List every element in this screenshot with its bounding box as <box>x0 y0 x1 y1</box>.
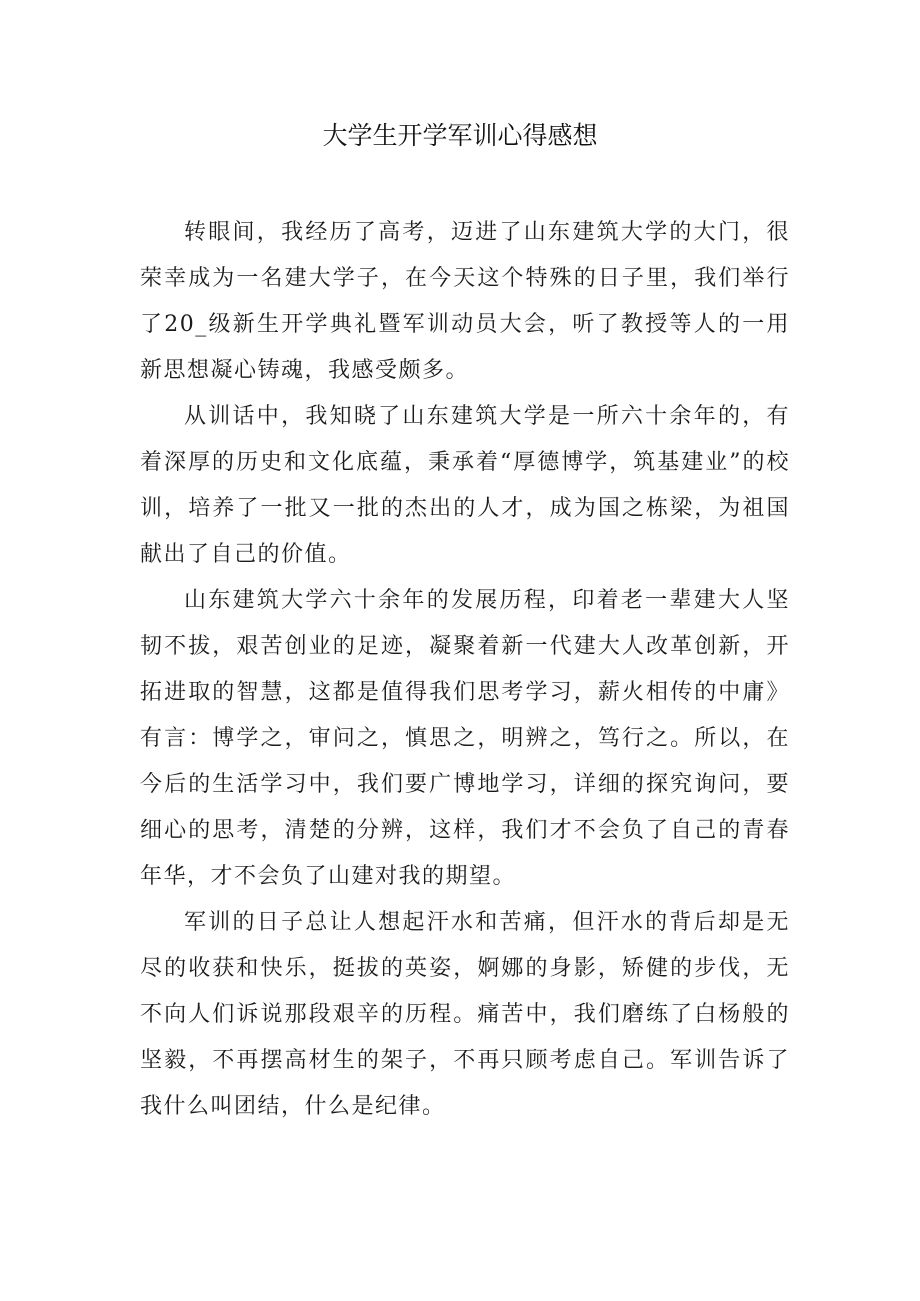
document-title: 大学生开学军训心得感想 <box>322 121 598 150</box>
document-body <box>140 210 790 1130</box>
paragraph-3: 山东建筑大学六十余年的发展历程，印着老一辈建大人坚韧不拔，艰苦创业的足迹，凝聚着新一代建大人改革创新，开拓进取的智慧，这都是值得我们思考学习，薪火相传的中庸》有言：博学之，审问之，慎思之，明辨之，笃行之。所以，在今后的生活学习中，我们要广博地学习，详细的探究询问，要细心的思考，清楚的分辨，这样，我们才不会负了自己的青春年华，才不会负了山建对我的期望。 <box>140 588 790 889</box>
paragraph-4: 军训的日子总让人想起汗水和苦痛，但汗水的背后却是无尽的收获和快乐，挺拔的英姿，婀娜的身影，矫健的步伐，无不向人们诉说那段艰辛的历程。痛苦中，我们磨练了白杨般的坚毅，不再摆高材生的架子，不再只顾考虑自己。军训告诉了我什么叫团结，什么是纪律。 <box>140 910 790 1119</box>
paragraph-1: 转眼间，我经历了高考，迈进了山东建筑大学的大门，很荣幸成为一名建大学子，在今天这个特殊的日子里，我们举行了20_级新生开学典礼暨军训动员大会，听了教授等人的一用新思想凝心铸魂，我感受颇多。 <box>140 220 790 383</box>
paragraph-2: 从训话中，我知晓了山东建筑大学是一所六十余年的，有着深厚的历史和文化底蕴，秉承着“厚德博学，筑基建业”的校训，培养了一批又一批的杰出的人才，成为国之栋梁，为祖国献出了自己的价值。 <box>140 404 790 567</box>
